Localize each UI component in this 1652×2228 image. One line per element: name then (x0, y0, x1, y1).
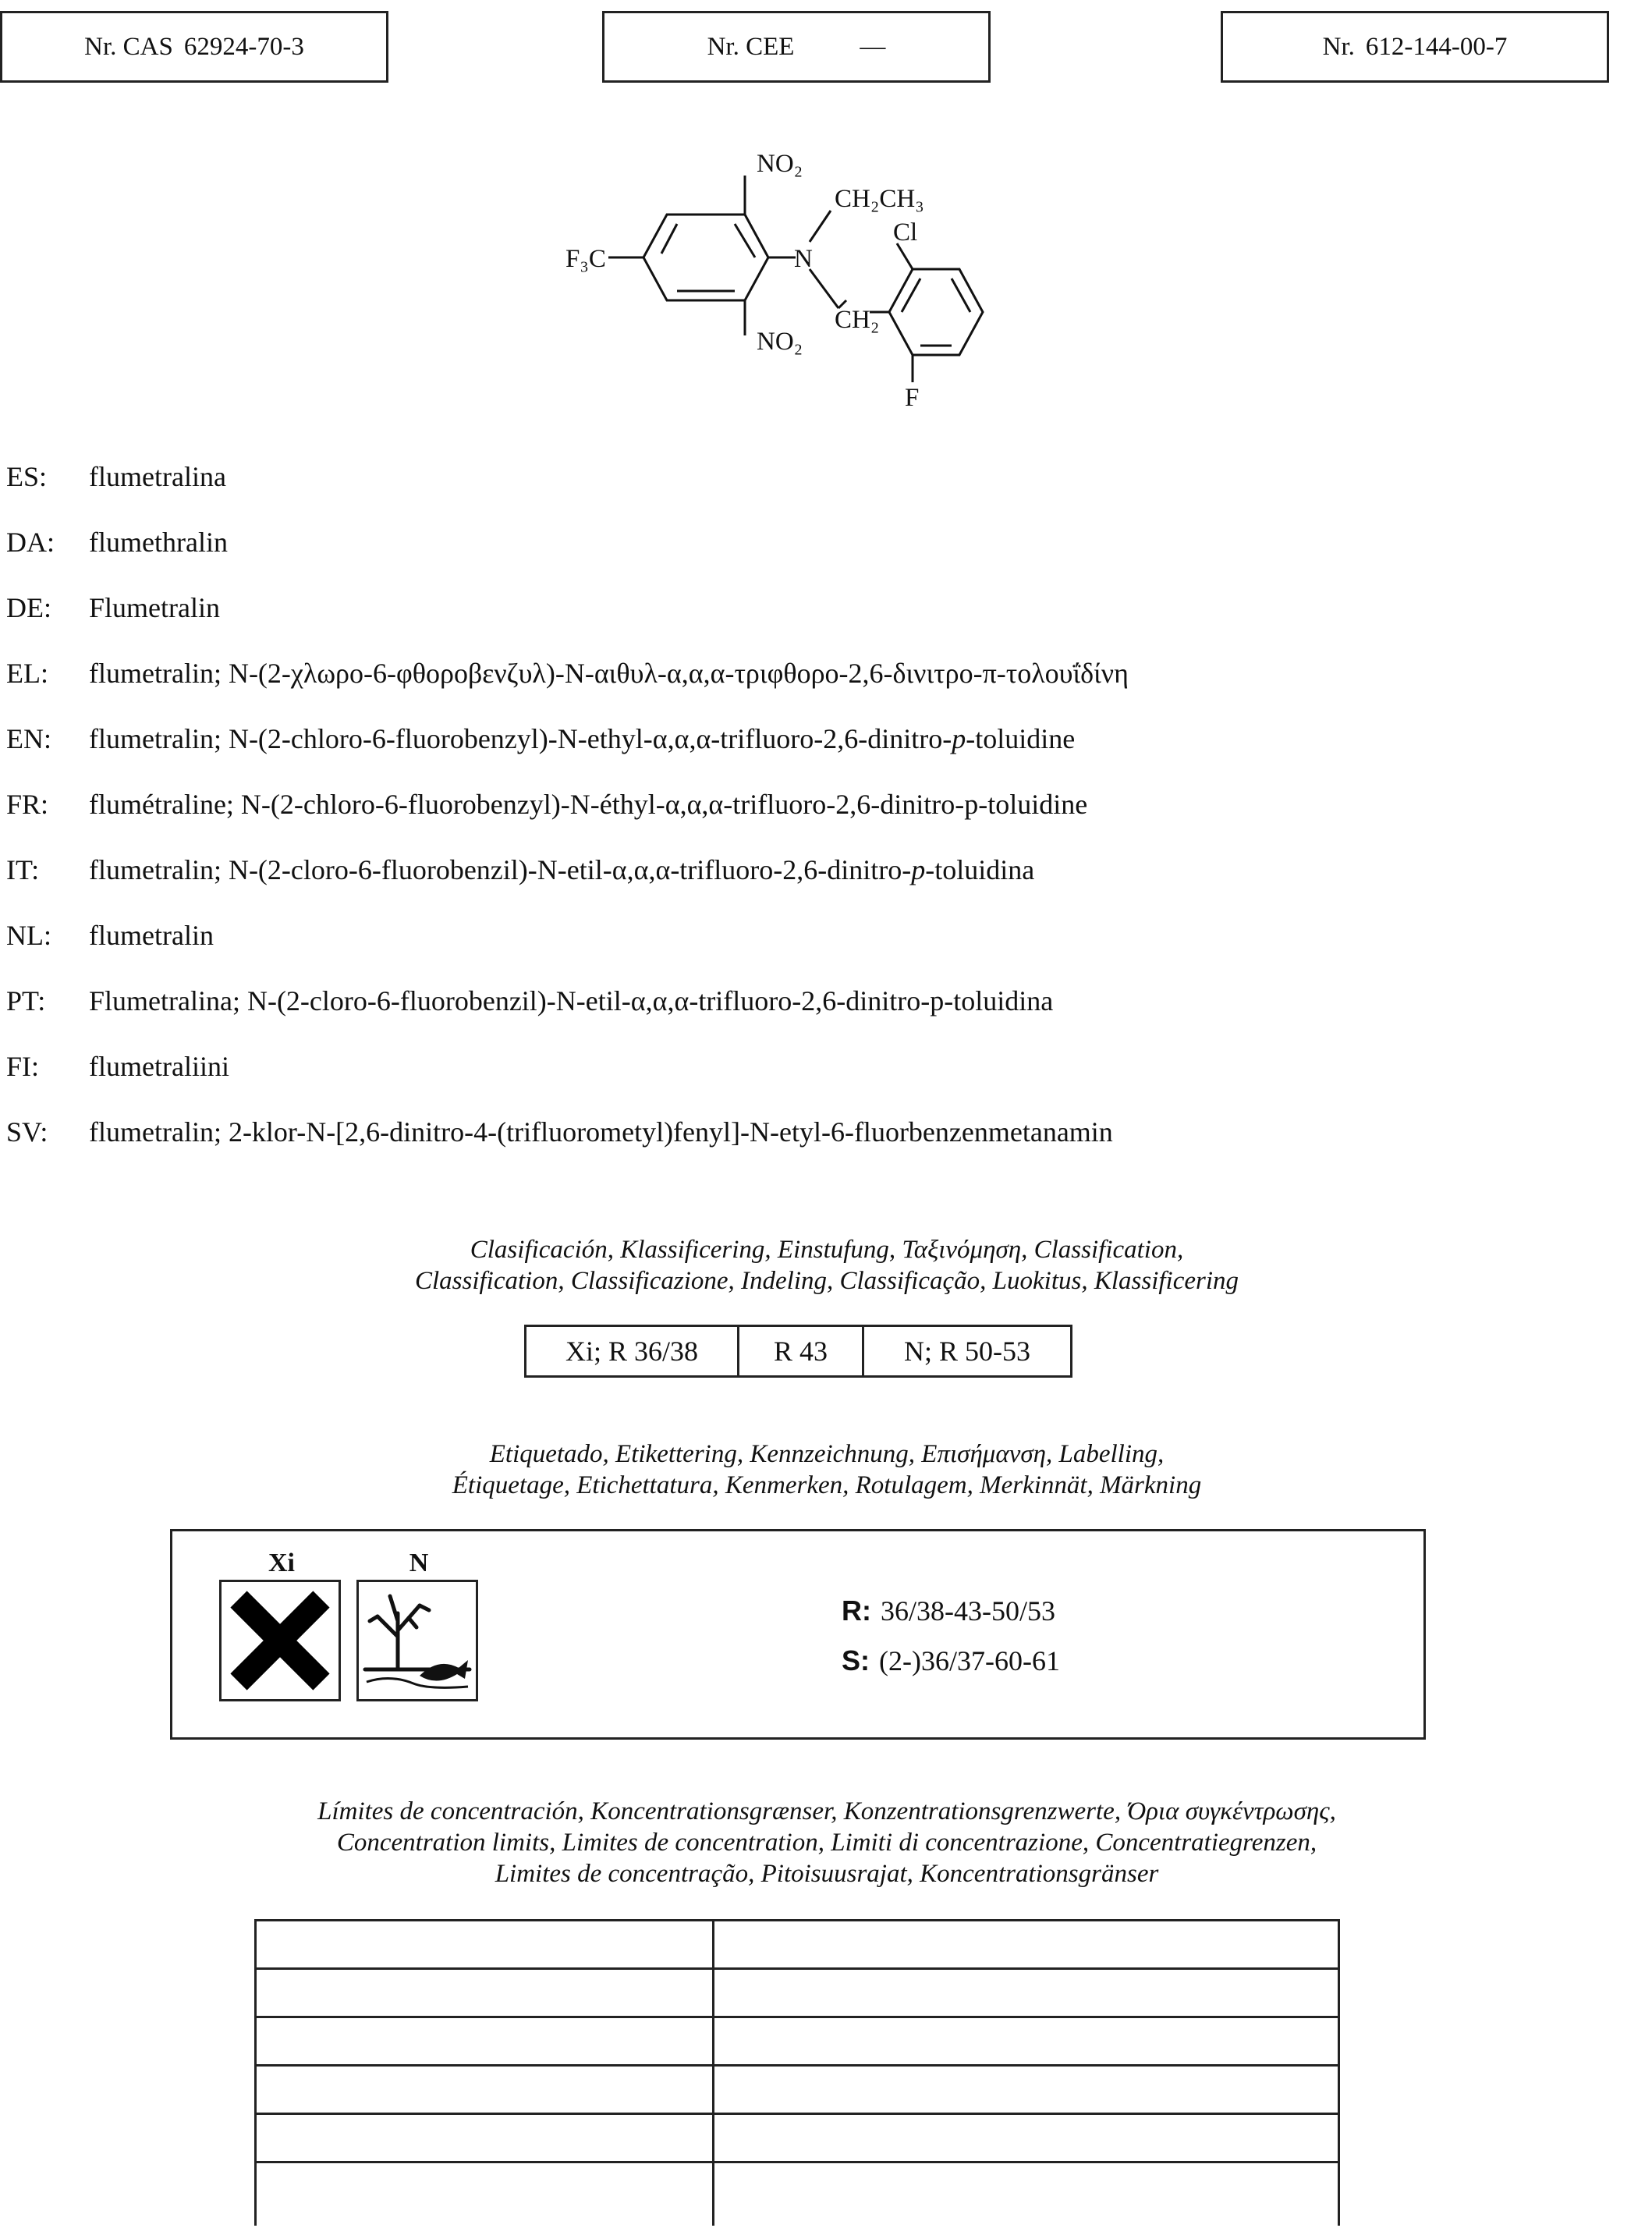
cee-number-box (602, 11, 991, 83)
classification-heading: Clasificación, Klassificering, Einstufung, Ταξινόμηση, Classification, Classification, Classificazione, Indeling, Classificação, Luokitus, Klassificering (414, 1236, 1239, 1295)
classification-cell: Xi; R 36/38 (526, 1327, 739, 1375)
table-row (257, 2018, 1338, 2067)
name-text: flumétraline; N-(2-chloro-6-fluorobenzyl)-N-éthyl-α,α,α-trifluoro-2,6-dinitro-p-toluidine (89, 789, 1088, 820)
lang-code: IT: (6, 854, 40, 885)
methylene-label: CH₂ (835, 306, 880, 334)
lang-code: FI: (6, 1051, 40, 1082)
chlorine-label: Cl (893, 218, 918, 247)
ethyl-label: CH₂CH₃ (835, 185, 924, 213)
name-text: flumetralina (89, 461, 226, 492)
n-symbol-letter: N (409, 1549, 429, 1577)
table-row (257, 2163, 1338, 2228)
risk-phrase-line: R: 36/38-43-50/53 (842, 1595, 1055, 1627)
index-number-box (1221, 11, 1609, 83)
safety-phrase-line: S: (2-)36/37-60-61 (842, 1644, 1060, 1676)
cas-number-box (0, 11, 388, 83)
lang-code: ES: (6, 461, 48, 492)
index-label: Nr. (1322, 32, 1355, 61)
xi-pictogram (219, 1549, 344, 1701)
concentration-limits-table (254, 1919, 1340, 2226)
name-text: flumetralin; N-(2-χλωρο-6-φθοροβενζυλ)-N-αιθυλ-α,α,α-τριφθορο-2,6-δινιτρο-π-τολουΐδίνη (89, 658, 1129, 689)
cee-value: — (860, 32, 886, 61)
labelling-box (170, 1529, 1426, 1740)
name-text: Flumetralin (89, 592, 220, 623)
lang-code: DA: (6, 527, 55, 558)
name-text: flumetralin (89, 920, 214, 951)
index-value: 612-144-00-7 (1365, 32, 1508, 61)
concentration-heading: Límites de concentración, Koncentrationsgrænser, Konzentrationsgrenzwerte, Όρια συγκέντρωσης, Concentration limits, Limites de concentration, Limiti di concentrazione, Concentratiegrenzen, Limites de concentração, Pitoisuusrajat, Koncentrationsgränser (317, 1797, 1336, 1888)
table-row (257, 2115, 1338, 2163)
labelling-heading: Etiquetado, Etikettering, Kennzeichnung, Επισήμανση, Labelling, Étiquetage, Etichettatura, Kenmerken, Rotulagem, Merkinnät, Märkning (452, 1440, 1202, 1499)
lang-code: PT: (6, 985, 46, 1016)
nitrogen-label: N (794, 245, 813, 273)
column-divider (712, 1921, 714, 2226)
xi-symbol-letter: Xi (268, 1549, 295, 1577)
nitro-bottom-label: NO₂ (757, 328, 803, 356)
name-text: flumetralin; N-(2-cloro-6-fluorobenzil)-N-etil-α,α,α-trifluoro-2,6-dinitro-p-toluidina (89, 854, 1035, 885)
classification-cell: N; R 50-53 (904, 1336, 1030, 1367)
lang-code: NL: (6, 920, 51, 951)
cas-label: Nr. CAS (84, 32, 173, 61)
name-text: Flumetralina; N-(2-cloro-6-fluorobenzil)-N-etil-α,α,α-trifluoro-2,6-dinitro-p-toluidina (89, 985, 1054, 1016)
lang-code: EL: (6, 658, 48, 689)
lang-code: EN: (6, 723, 51, 754)
cf3-label: F₃C (565, 245, 606, 273)
name-text: flumetraliini (89, 1051, 229, 1082)
x-cross-icon (222, 1582, 339, 1699)
fluorine-label: F (905, 384, 920, 412)
lang-code: DE: (6, 592, 51, 623)
table-row (257, 1921, 1338, 1970)
nitro-top-label: NO₂ (757, 150, 803, 178)
name-text: flumethralin (89, 527, 228, 558)
cee-label: Nr. CEE (707, 32, 795, 61)
chemical-structure (562, 148, 1045, 413)
name-text: flumetralin; N-(2-chloro-6-fluorobenzyl)-N-ethyl-α,α,α-trifluoro-2,6-dinitro-p-toluidine (89, 723, 1076, 754)
n-pictogram (356, 1549, 481, 1701)
dead-tree-fish-icon (359, 1582, 476, 1699)
name-text: flumetralin; 2-klor-N-[2,6-dinitro-4-(trifluorometyl)fenyl]-N-etyl-6-fluorbenzenmetanamin (89, 1116, 1113, 1148)
classification-cell: R 43 (739, 1327, 864, 1375)
table-row (257, 1970, 1338, 2018)
cas-value: 62924-70-3 (183, 32, 304, 61)
table-row (257, 2067, 1338, 2115)
lang-code: SV: (6, 1116, 48, 1148)
classification-table (524, 1325, 1072, 1378)
lang-code: FR: (6, 789, 49, 820)
risk-safety-phrases (842, 1586, 1060, 1686)
